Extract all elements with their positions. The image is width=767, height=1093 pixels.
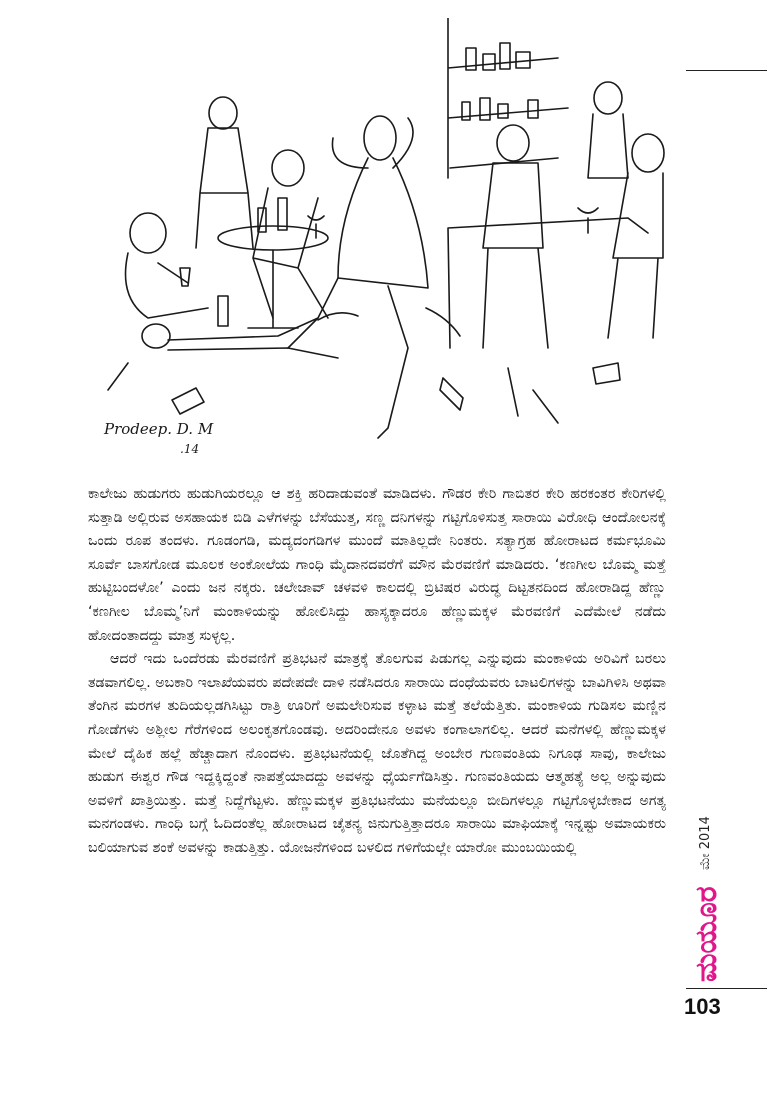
pen-sketch-drawing — [88, 18, 676, 468]
magazine-masthead — [690, 812, 724, 982]
article-paragraph: ಕಾಲೇಜು ಹುಡುಗರು ಹುಡುಗಿಯರಲ್ಲೂ ಆ ಶಕ್ತಿ ಹರಿದಾಡುವಂತೆ ಮಾಡಿದಳು. ಗೌಡರ ಕೇರಿ ಗಾಬಿತರ ಕೇರಿ ಹರಕಂತರ ಕೇರಿಗಳಲ್ಲಿ ಸುತ್ತಾಡಿ ಅಲ್ಲಿರುವ ಅಸಹಾಯಕ ಬಿಡಿ ಎಳೆಗಳನ್ನು ಬೆಸೆಯುತ್ತ, ಸಣ್ಣ ದನಿಗಳನ್ನು ಗಟ್ಟಿಗೊಳಿಸುತ್ತ ಸಾರಾಯಿ ವಿರೋಧಿ ಆಂದೋಲನಕ್ಕೆ ಒಂದು ರೂಪ ತಂದಳು. ಗೂಡಂಗಡಿ, ಮದ್ಯದಂಗಡಿಗಳ ಮುಂದೆ ಮಾತಿಲ್ಲದೇ ನಿಂತರು. ಸತ್ಯಾಗ್ರಹ ಹೋರಾಟದ ಕರ್ಮಭೂಮಿ ಸೂರ್ವೆ ಬಾಸಗೋಡ ಮೂಲಕ ಅಂಕೋಲೆಯ ಗಾಂಧಿ ಮೈದಾನದವರೆಗೆ ಮೌನ ಮೆರವಣಿಗೆ ಮಾಡಿದರು. ‘ಕಣಗೀಲ ಬೊಮ್ಮ ಮತ್ತೆ ಹುಟ್ಟಿಬಂದಳೋ’ ಎಂದು ಜನ ನಕ್ಕರು. ಚಲೇಜಾವ್ ಚಳವಳಿ ಕಾಲದಲ್ಲಿ ಬ್ರಿಟಿಷರ ವಿರುದ್ಧ ದಿಟ್ಟತನದಿಂದ ಹೋರಾಡಿದ್ದ ಹೆಣ್ಣು ‘ಕಣಗೀಲ ಬೊಮ್ಮ’ನಿಗೆ ಮಂಕಾಳಿಯನ್ನು ಹೋಲಿಸಿದ್ದು ಹಾಸ್ಯಕ್ಕಾದರೂ ಹೆಣ್ಣುಮಕ್ಕಳ ಮೆರವಣಿಗೆ ಎದೆಮೇಲೆ ನಡೆದು ಹೋದಂತಾದದ್ದು ಮಾತ್ರ ಸುಳ್ಳಲ್ಲ. — [88, 486, 666, 644]
issue-date: ಮೇ 2014 — [698, 816, 713, 870]
article-paragraph: ಆದರೆ ಇದು ಒಂದೆರಡು ಮೆರವಣಿಗೆ ಪ್ರತಿಭಟನೆ ಮಾತ್ರಕ್ಕೆ ತೊಲಗುವ ಪಿಡುಗಲ್ಲ ಎನ್ನುವುದು ಮಂಕಾಳಿಯ ಅರಿವಿಗೆ ಬರಲು ತಡವಾಗಲಿಲ್ಲ. ಅಬಕಾರಿ ಇಲಾಖೆಯವರು ಪದೇಪದೇ ದಾಳಿ ನಡೆಸಿದರೂ ಸಾರಾಯಿ ದಂಧೆಯವರು ಬಾಟಲಿಗಳನ್ನು ಬಾವಿಗಿಳಿಸಿ ಅಥವಾ ತೆಂಗಿನ ಮರಗಳ ತುದಿಯಲ್ಲಡಗಿಸಿಟ್ಟು ರಾತ್ರಿ ಊರಿಗೆ ಅಮಲೇರಿಸುವ ಕಳ್ಳಾಟ ಮತ್ತೆ ತಲೆಯೆತ್ತಿತು. ಮಂಕಾಳಿಯ ಗುಡಿಸಲ ಮಣ್ಣಿನ ಗೋಡೆಗಳು ಅಶ್ಲೀಲ ಗೆರೆಗಳಿಂದ ಅಲಂಕೃತಗೊಂಡವು. ಅದರಿಂದೇನೂ ಅವಳು ಕಂಗಾಲಾಗಲಿಲ್ಲ. ಆದರೆ ಮನೆಗಳಲ್ಲಿ ಹೆಣ್ಣುಮಕ್ಕಳ ಮೇಲೆ ದೈಹಿಕ ಹಲ್ಲೆ ಹೆಚ್ಚಾದಾಗ ನೊಂದಳು. ಪ್ರತಿಭಟನೆಯಲ್ಲಿ ಜೊತೆಗಿದ್ದ ಅಂಬೇರ ಗುಣವಂತಿಯ ನಿಗೂಢ ಸಾವು, ಕಾಲೇಜು ಹುಡುಗ ಈಶ್ವರ ಗೌಡ ಇದ್ದಕ್ಕಿದ್ದಂತೆ ನಾಪತ್ತೆಯಾದದ್ದು ಅವಳನ್ನು ಧೈರ್ಯಗೆಡಿಸಿತ್ತು. ಗುಣವಂತಿಯದು ಆತ್ಮಹತ್ಯೆ ಅಲ್ಲ ಅನ್ನುವುದು ಅವಳಿಗೆ ಖಾತ್ರಿಯಿತ್ತು. ಮತ್ತೆ ನಿದ್ದೆಗೆಟ್ಟಳು. ಹೆಣ್ಣುಮಕ್ಕಳ ಪ್ರತಿಭಟನೆಯು ಮನೆಯಲ್ಲೂ ಬೀದಿಗಳಲ್ಲೂ ಗಟ್ಟಿಗೊಳ್ಳಬೇಕಾದ ಅಗತ್ಯ ಮನಗಂಡಳು. ಗಾಂಧಿ ಬಗ್ಗೆ ಓದಿದಂತೆಲ್ಲ ಹೋರಾಟದ ಚೈತನ್ಯ ಜಿನುಗುತ್ತಿತ್ತಾದರೂ ಸಾರಾಯಿ ಮಾಫಿಯಾಕ್ಕೆ ಇನ್ನಷ್ಟು ಅಮಾಯಕರು ಬಲಿಯಾಗುವ ಶಂಕೆ ಅವಳನ್ನು ಕಾಡುತ್ತಿತ್ತು. ಯೋಜನೆಗಳಿಂದ ಬಳಲಿದ ಗಳಿಗೆಯಲ್ಲೇ ಯಾರೋ ಮುಂಬಯಿಯಲ್ಲಿ — [88, 651, 666, 856]
article-body — [88, 483, 666, 861]
page-number-rule — [686, 988, 767, 989]
artist-signature-year: .14 — [180, 442, 200, 456]
magazine-logo: ಮಯೂರ — [689, 886, 724, 982]
top-margin-rule — [686, 70, 767, 71]
artist-signature: Prodeep. D. M — [104, 420, 214, 438]
bar-scene-illustration — [88, 18, 676, 468]
page-number: 103 — [684, 994, 721, 1019]
